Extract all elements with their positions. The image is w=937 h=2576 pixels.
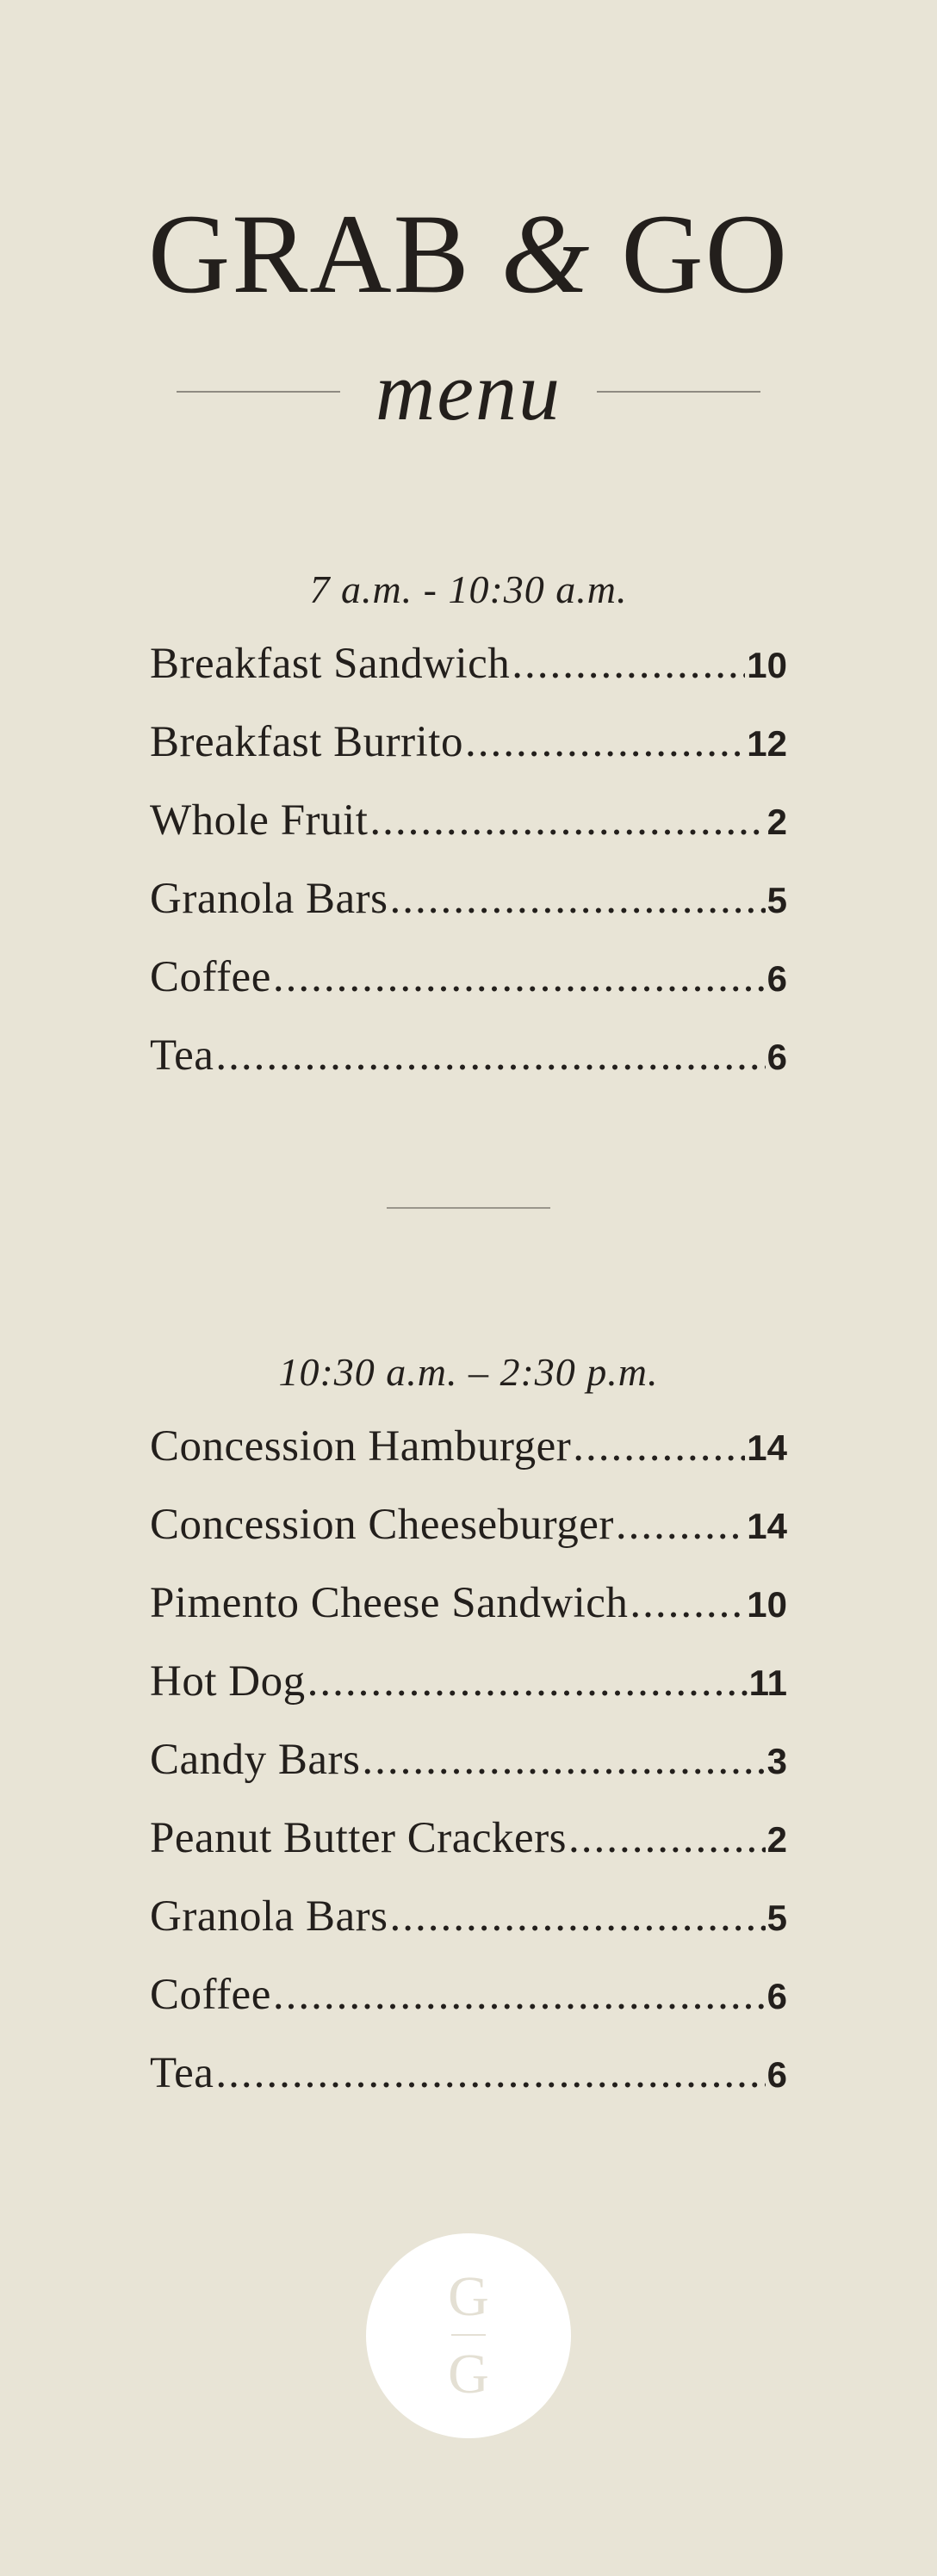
title-ampersand: & [500, 190, 592, 317]
menu-item-name: Peanut Butter Crackers [150, 1814, 568, 1862]
menu-item [150, 1643, 787, 1721]
menu-item [150, 938, 787, 1017]
menu-item-price: 6 [766, 958, 787, 999]
breakfast-section [150, 558, 787, 1095]
menu-item-price: 2 [766, 802, 787, 842]
menu-item-name: Tea [150, 2049, 214, 2097]
menu-item-price: 14 [747, 1427, 787, 1468]
menu-item-name: Coffee [150, 1971, 271, 2019]
menu-item-price: 2 [766, 1819, 787, 1860]
menu-item-name: Concession Hamburger [150, 1422, 572, 1471]
menu-item [150, 2034, 787, 2113]
dot-leader [307, 1643, 748, 1721]
menu-item-name: Granola Bars [150, 1892, 388, 1941]
dot-leader [390, 860, 766, 938]
menu-item-price: 5 [766, 1898, 787, 1938]
menu-item [150, 703, 787, 782]
dot-leader [362, 1721, 765, 1799]
title-right: GO [591, 190, 790, 317]
menu-item [150, 1486, 787, 1564]
menu-item-price: 3 [766, 1741, 787, 1781]
dot-leader [215, 2034, 765, 2113]
logo-rule [451, 2334, 486, 2336]
menu-item [150, 1721, 787, 1799]
menu-item-name: Breakfast Sandwich [150, 640, 511, 688]
menu-item-name: Concession Cheeseburger [150, 1501, 614, 1549]
menu-item-price: 10 [747, 645, 787, 685]
section-hours: 7 a.m. - 10:30 a.m. [309, 567, 628, 611]
menu-item-name: Breakfast Burrito [150, 718, 463, 766]
menu-item [150, 782, 787, 860]
section-divider [387, 1207, 550, 1209]
menu-item [150, 860, 787, 938]
menu-item-price: 6 [766, 1976, 787, 2016]
subtitle-rule-right [597, 391, 760, 393]
dot-leader [630, 1564, 745, 1643]
menu-item-price: 11 [748, 1663, 787, 1703]
logo-letter-bottom: G [448, 2343, 489, 2406]
title-left: GRAB [147, 190, 501, 317]
menu-item-name: Coffee [150, 953, 271, 1001]
dot-leader [369, 782, 765, 860]
subtitle-rule-left [177, 391, 340, 393]
page-title [0, 189, 937, 319]
logo [366, 2233, 571, 2438]
menu-item [150, 1878, 787, 1956]
menu-item-name: Pimento Cheese Sandwich [150, 1579, 629, 1627]
dot-leader [273, 938, 766, 1017]
menu-item [150, 1799, 787, 1878]
section-hours: 10:30 a.m. – 2:30 p.m. [278, 1350, 659, 1394]
dot-leader [273, 1956, 766, 2034]
menu-item-name: Whole Fruit [150, 796, 369, 845]
menu-item-name: Tea [150, 1031, 214, 1080]
menu-item-price: 12 [747, 723, 787, 764]
menu-item-price: 6 [766, 2054, 787, 2095]
subtitle-row [177, 344, 760, 439]
menu-list [150, 625, 787, 1095]
menu-item-price: 14 [747, 1506, 787, 1546]
logo-letter-top: G [448, 2265, 489, 2328]
menu-item-price: 10 [747, 1584, 787, 1625]
menu-item-price: 6 [766, 1037, 787, 1077]
menu-item [150, 1017, 787, 1095]
menu-item-price: 5 [766, 880, 787, 920]
menu-item [150, 625, 787, 703]
dot-leader [390, 1878, 766, 1956]
dot-leader [616, 1486, 745, 1564]
dot-leader [465, 703, 745, 782]
menu-list [150, 1408, 787, 2113]
menu-item-name: Granola Bars [150, 875, 388, 923]
menu-item [150, 1408, 787, 1486]
menu-item [150, 1956, 787, 2034]
dot-leader [568, 1799, 766, 1878]
dot-leader [215, 1017, 765, 1095]
dot-leader [573, 1408, 745, 1486]
lunch-section [150, 1341, 787, 2113]
menu-item-name: Candy Bars [150, 1736, 361, 1784]
dot-leader [512, 625, 745, 703]
subtitle: menu [375, 345, 562, 437]
menu-item-name: Hot Dog [150, 1657, 306, 1706]
menu-item [150, 1564, 787, 1643]
